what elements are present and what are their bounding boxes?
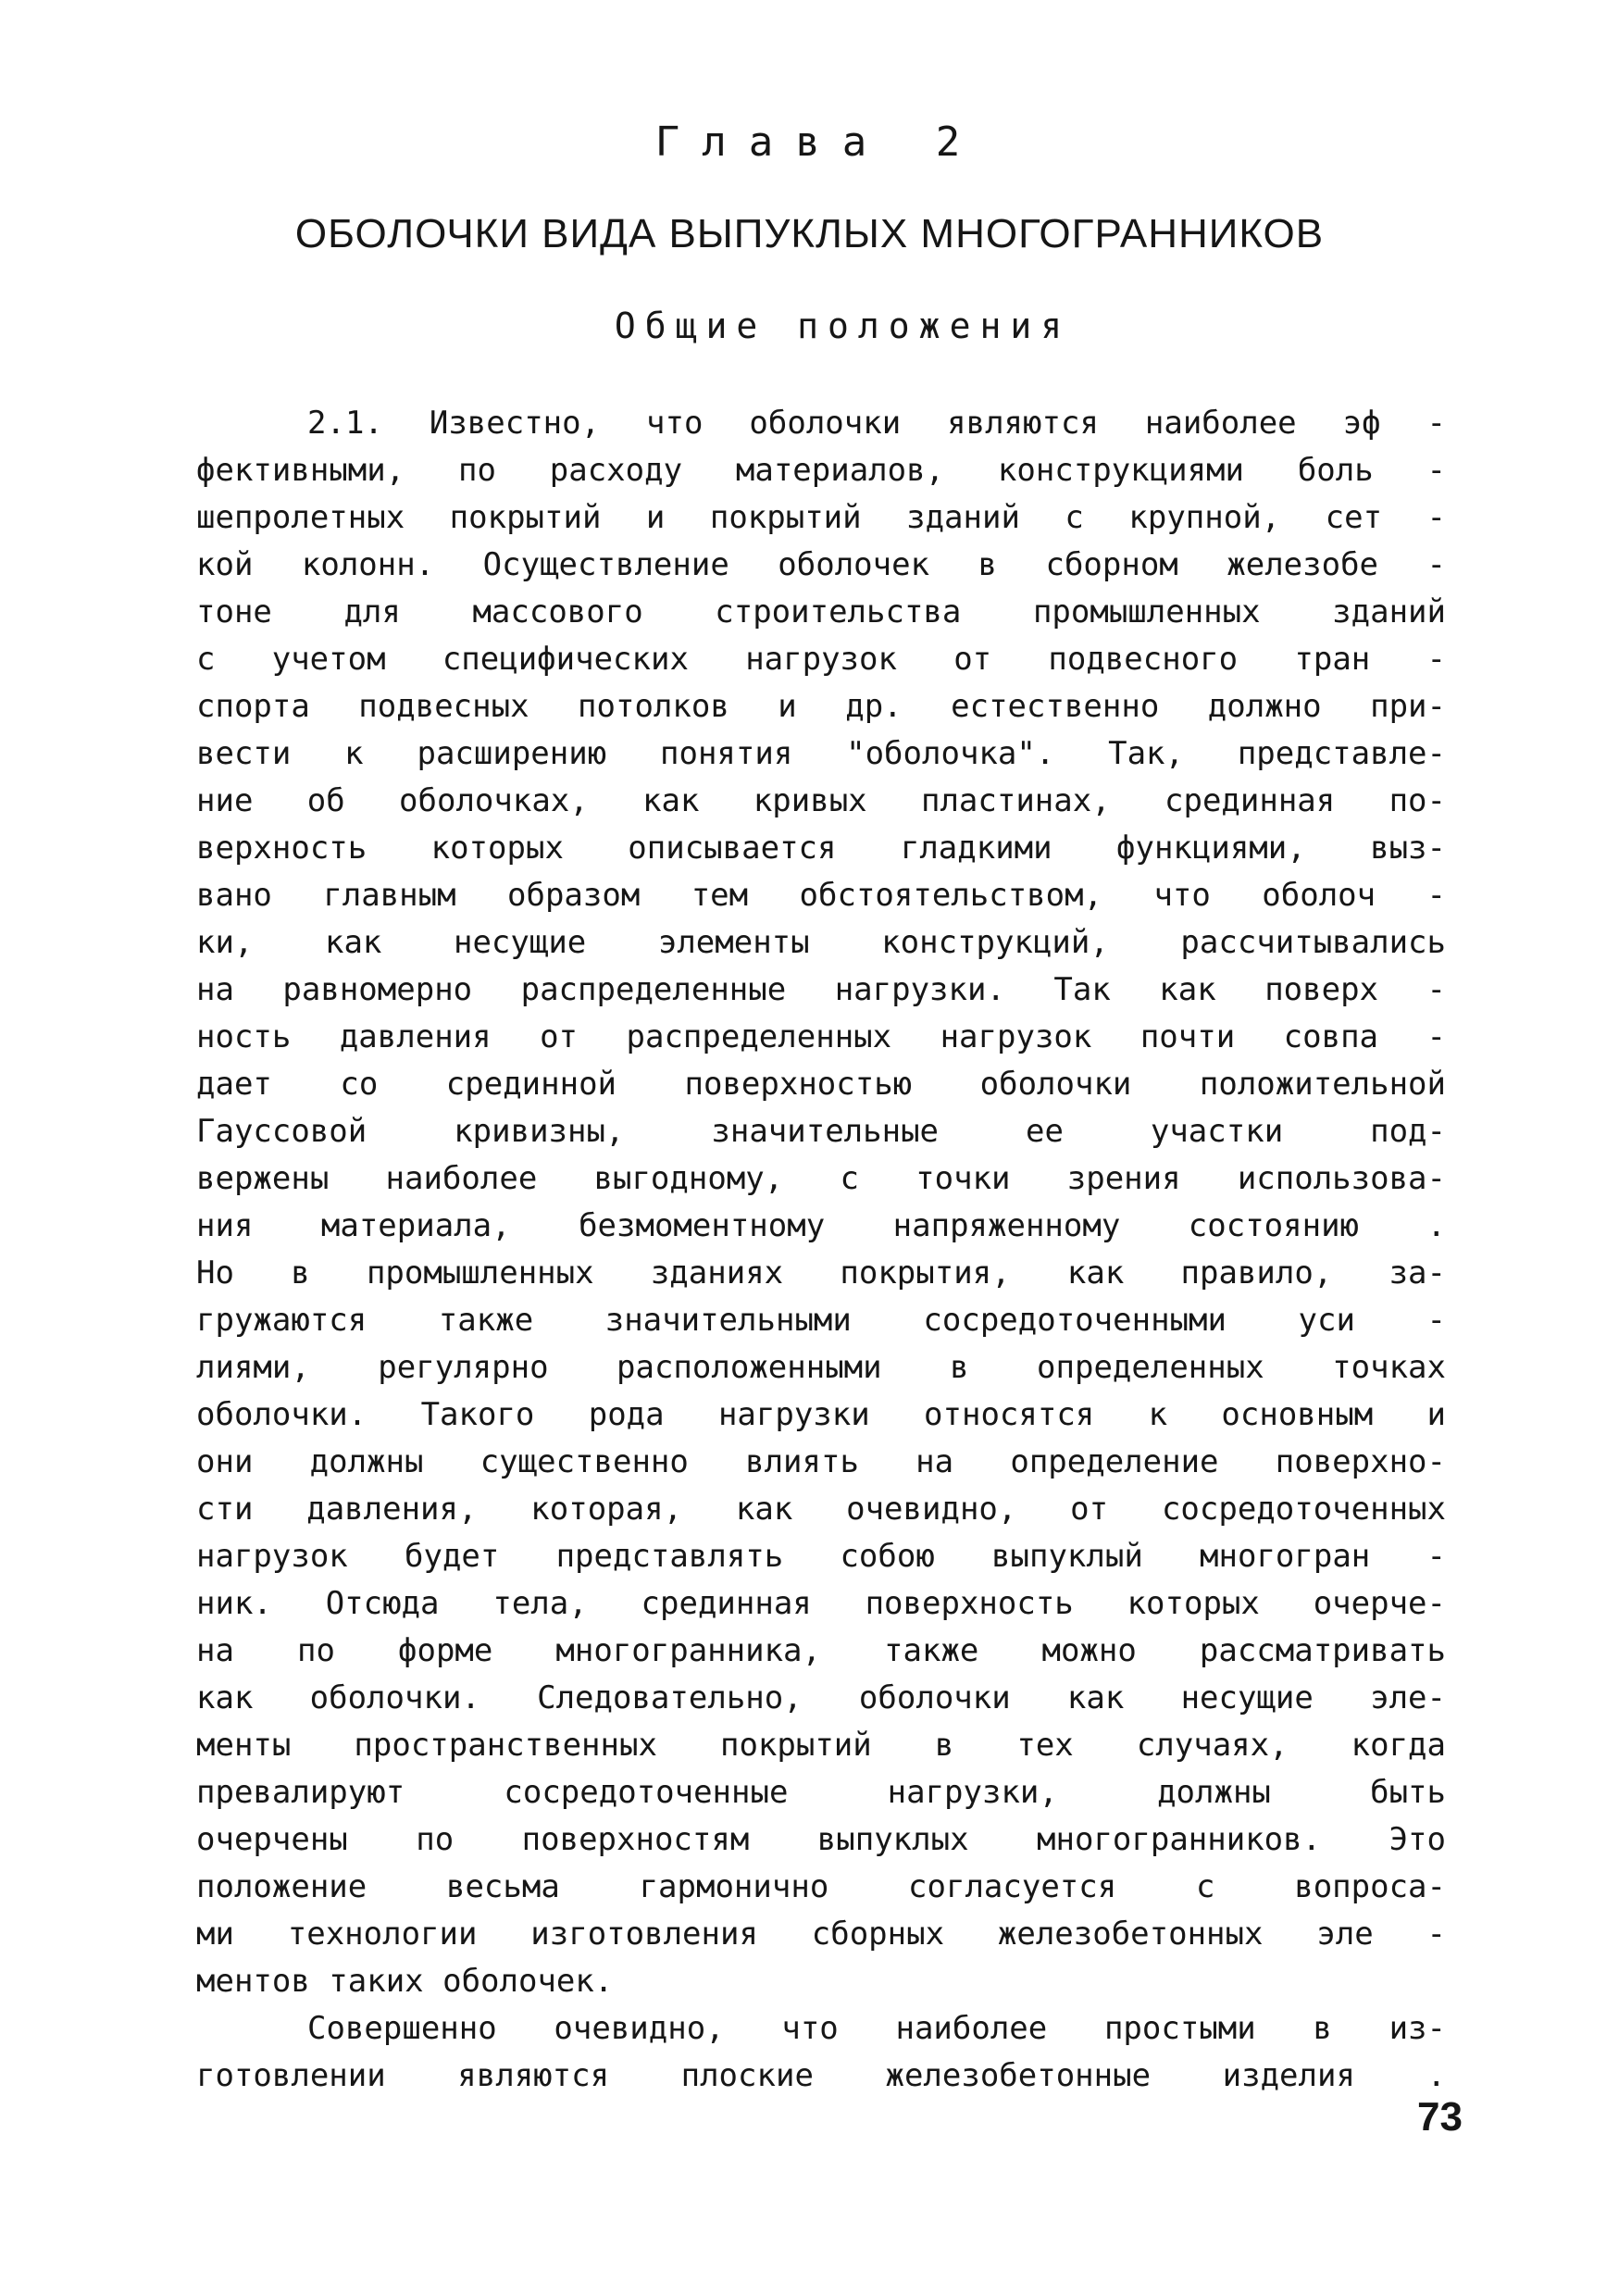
text-line: ность давления от распределенных нагрузок почти совпа - xyxy=(196,1018,1446,1055)
paragraph-2 xyxy=(196,2005,1446,2100)
text-line: Совершенно очевидно, что наиболее простыми в из- xyxy=(307,2010,1446,2047)
text-line: Но в промышленных зданиях покрытия, как правило, за- xyxy=(196,1254,1446,1292)
text-line: как оболочки. Следовательно, оболочки как несущие эле- xyxy=(196,1679,1446,1716)
text-line: на равномерно распределенные нагрузки. Так как поверх - xyxy=(196,971,1446,1008)
text-line: готовлении являются плоские железобетонные изделия . xyxy=(196,2057,1446,2094)
text-line: верхность которых описывается гладкими функциями, выз- xyxy=(196,830,1446,867)
chapter-label: Глава 2 xyxy=(654,119,983,166)
text-line: лиями, регулярно расположенными в определенных точках xyxy=(196,1349,1446,1386)
text-line: вано главным образом тем обстоятельством, что оболоч - xyxy=(196,877,1446,914)
text-line: ния материала, безмоментному напряженному состоянию . xyxy=(196,1207,1446,1244)
paragraph-1 xyxy=(196,400,1446,2005)
text-line: тоне для массового строительства промышленных зданий xyxy=(196,593,1446,630)
text-line: ник. Отсюда тела, срединная поверхность которых очерче- xyxy=(196,1585,1446,1622)
text-line: дает со срединной поверхностью оболочки положительной xyxy=(196,1066,1446,1103)
text-line: на по форме многогранника, также можно рассматривать xyxy=(196,1632,1446,1669)
text-line: кой колонн. Осуществление оболочек в сборном железобе - xyxy=(196,546,1446,583)
text-line: гружаются также значительными сосредоточенными уси - xyxy=(196,1302,1446,1339)
text-line: нагрузок будет представлять собою выпуклый многогран - xyxy=(196,1538,1446,1575)
text-line: сти давления, которая, как очевидно, от сосредоточенных xyxy=(196,1491,1446,1528)
text-line: 2.1. Известно, что оболочки являются наиболее эф - xyxy=(307,405,1446,442)
text-line: ми технологии изготовления сборных железобетонных эле - xyxy=(196,1915,1446,1953)
page-number: 73 xyxy=(1417,2094,1463,2140)
text-line: ки, как несущие элементы конструкций, рассчитывались xyxy=(196,924,1446,961)
text-line: менты пространственных покрытий в тех случаях, когда xyxy=(196,1727,1446,1764)
text-line: шепролетных покрытий и покрытий зданий с крупной, сет - xyxy=(196,499,1446,536)
text-line: Гауссовой кривизны, значительные ее участки под- xyxy=(196,1113,1446,1150)
chapter-title: ОБОЛОЧКИ ВИДА ВЫПУКЛЫХ МНОГОГРАННИКОВ xyxy=(294,211,1325,256)
text-line: ментов таких оболочек. xyxy=(196,1963,614,2000)
text-line: превалируют сосредоточенные нагрузки, должны быть xyxy=(196,1774,1446,1811)
text-line: спорта подвесных потолков и др. естественно должно при- xyxy=(196,688,1446,725)
text-line: ние об оболочках, как кривых пластинах, срединная по- xyxy=(196,782,1446,819)
text-line: вести к расширению понятия "оболочка". Так, представле- xyxy=(196,735,1446,772)
text-line: положение весьма гармонично согласуется с вопроса- xyxy=(196,1868,1446,1905)
text-line: оболочки. Такого рода нагрузки относятся к основным и xyxy=(196,1396,1446,1433)
text-line: фективными, по расходу материалов, конструкциями боль - xyxy=(196,452,1446,489)
text-line: они должны существенно влиять на определение поверхно- xyxy=(196,1443,1446,1480)
text-line: вержены наиболее выгодному, с точки зрения использова- xyxy=(196,1160,1446,1197)
body-text xyxy=(196,400,1446,2100)
text-line: очерчены по поверхностям выпуклых многогранников. Это xyxy=(196,1821,1446,1858)
text-line: с учетом специфических нагрузок от подвесного тран - xyxy=(196,641,1446,678)
section-title: Общие положения xyxy=(614,306,1072,346)
